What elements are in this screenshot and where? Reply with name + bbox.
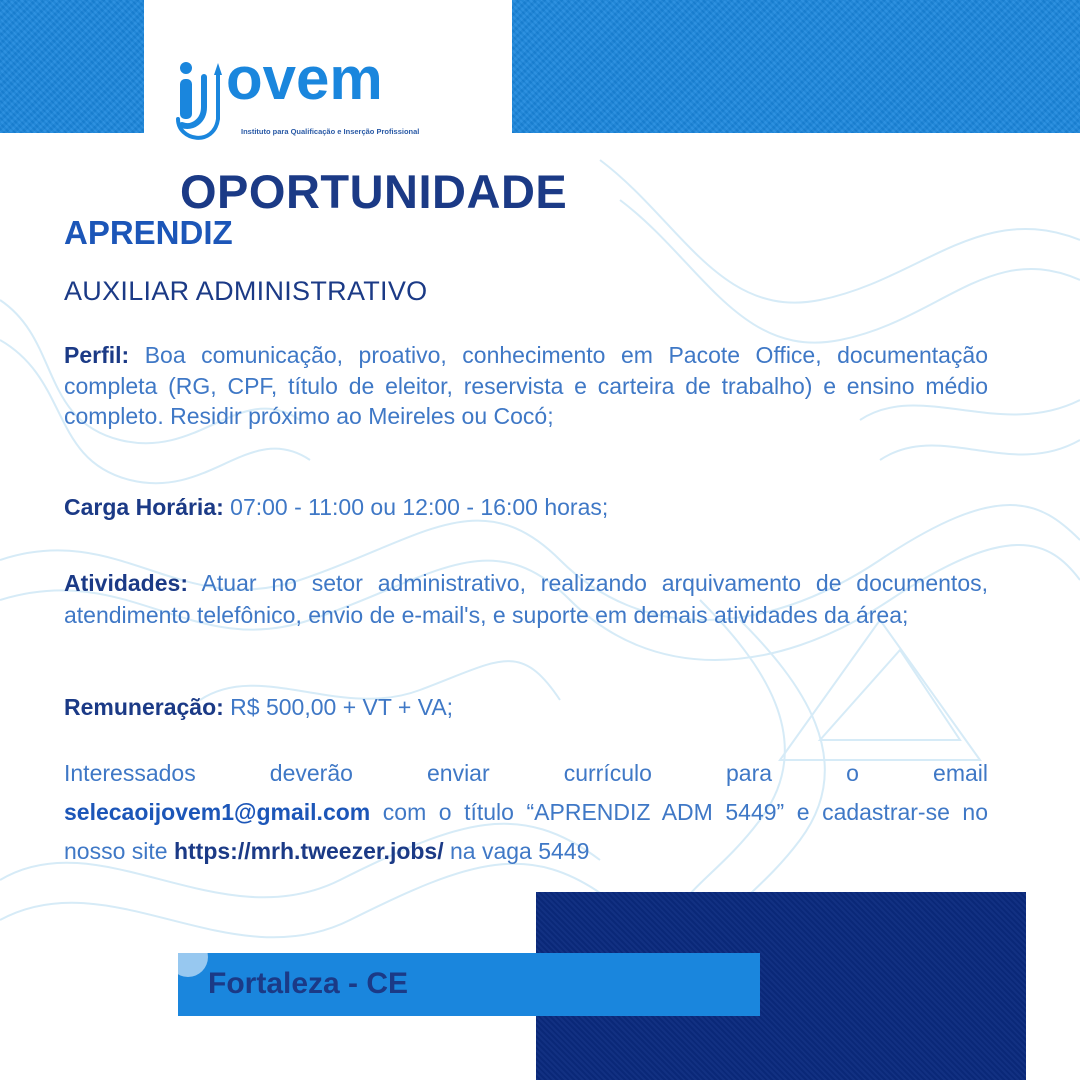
atividades-label: Atividades: [64,570,188,596]
position-type: APRENDIZ [64,214,233,251]
remuneracao-label: Remuneração: [64,694,224,720]
remuneracao-text: R$ 500,00 + VT + VA; [230,694,454,720]
perfil-text: Boa comunicação, proativo, conhecimento em Pacote Office, documentação completa (RG, CPF, título de eleitor, reservista e carteira de trabalho) e ensino médio completo. Residir próximo ao Meireles ou Cocó; [64,342,988,429]
svg-text:ovem: ovem [226,55,383,112]
location-label: Fortaleza - CE [208,967,409,1000]
headline: OPORTUNIDADE [180,165,568,218]
application-vacancy-text: na vaga 5449 [450,838,590,864]
atividades-paragraph [64,567,988,631]
application-intro: Interessados deverão enviar currículo para o email [64,760,988,786]
application-paragraph [64,754,988,871]
remuneracao-paragraph [64,692,988,723]
carga-label: Carga Horária: [64,494,224,520]
perfil-label: Perfil: [64,342,130,368]
carga-paragraph [64,492,988,523]
location-banner [178,953,760,1016]
application-register-text: cadastrar-se no nosso site [64,799,989,864]
position-title: AUXILIAR ADMINISTRATIVO [64,276,428,306]
decorative-dot [168,937,208,977]
atividades-text: Atuar no setor administrativo, realizando arquivamento de documentos, atendimento telefônico, envio de e-mail's, e suporte em demais atividades da área; [64,570,988,628]
carga-text: 07:00 - 11:00 ou 12:00 - 16:00 horas; [230,494,609,520]
application-site-link[interactable]: https://mrh.tweezer.jobs/ [173,838,444,864]
logo-panel [144,0,512,150]
application-email-link[interactable]: selecaoijovem1@gmail.com [64,799,371,825]
logo-tagline: Instituto para Qualificação e Inserção Profissional [241,127,420,136]
perfil-paragraph [64,340,988,432]
application-subject-text: com o título “APRENDIZ ADM 5449” e [382,799,810,825]
